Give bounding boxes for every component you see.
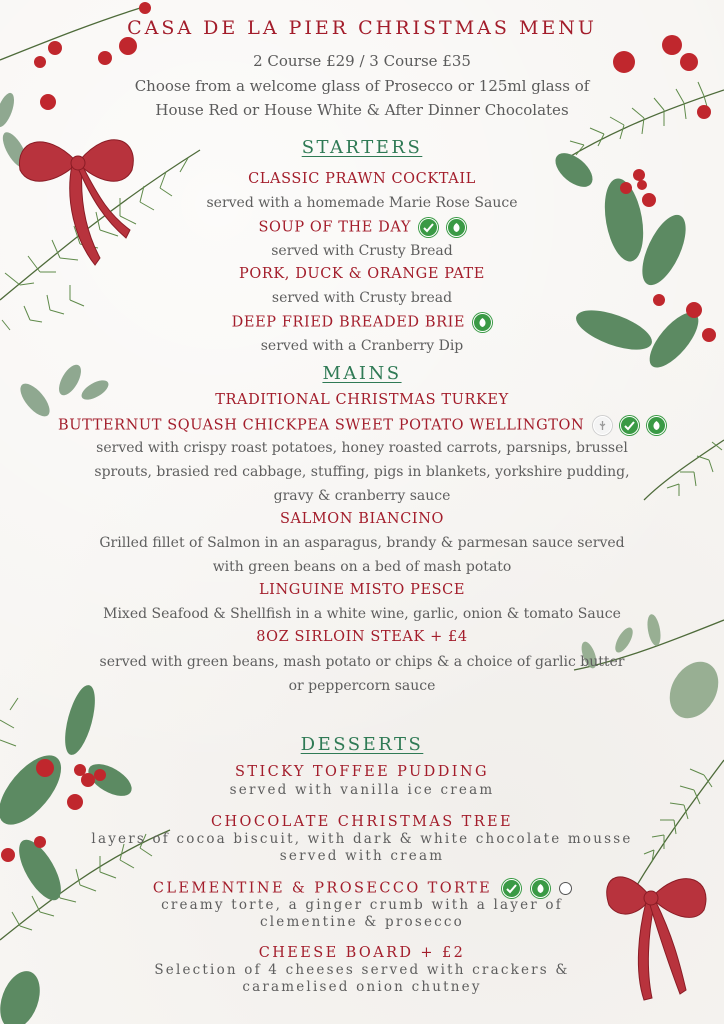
dessert-name: CHEESE BOARD + £2 [258,945,466,961]
wellington-name: BUTTERNUT SQUASH CHICKPEA SWEET POTATO WELLINGTON [58,417,585,434]
main-desc: served with crispy roast potatoes, honey roasted carrots, parsnips, brussel [96,440,628,456]
main-desc: with green beans on a bed of mash potato [212,559,512,575]
main-name: LINGUINE MISTO PESCE [258,582,466,598]
desserts-heading: DESSERTS [300,734,424,755]
starter-name: CLASSIC PRAWN COCKTAIL [248,171,476,187]
main-desc: Mixed Seafood & Shellfish in a white wine, garlic, onion & tomato Sauce [103,606,621,622]
allergen-icon [560,883,571,894]
starter-name: PORK, DUCK & ORANGE PATE [238,266,485,282]
vegetarian-icon [531,879,550,898]
main-desc: Grilled fillet of Salmon in an asparagus, brandy & parmesan sauce served [99,535,625,551]
starters-heading: STARTERS [301,137,423,158]
dessert-name [0,879,724,898]
starter-desc: served with a homemade Marie Rose Sauce [206,195,518,211]
dessert-desc: served with vanilla ice cream [229,782,495,798]
vegan-icon [620,416,639,435]
dessert-name: CHOCOLATE CHRISTMAS TREE [211,814,513,830]
starter-name [0,218,724,237]
welcome-line-1: Choose from a welcome glass of Prosecco or 125ml glass of [134,77,590,95]
soup-name: SOUP OF THE DAY [258,219,412,236]
main-name: 8OZ SIRLOIN STEAK + £4 [256,629,468,645]
main-desc: sprouts, brasied red cabbage, stuffing, pigs in blankets, yorkshire pudding, [94,464,630,480]
brie-name: DEEP FRIED BREADED BRIE [231,314,466,331]
vegetarian-icon [473,313,492,332]
menu-title: CASA DE LA PIER CHRISTMAS MENU [127,17,597,39]
main-desc: or peppercorn sauce [288,678,436,694]
vegetarian-icon [647,416,666,435]
dessert-desc: Selection of 4 cheeses served with crackers & [154,962,570,978]
welcome-line-2: House Red or House White & After Dinner Chocolates [155,101,569,119]
dessert-name: STICKY TOFFEE PUDDING [235,764,489,780]
main-desc: gravy & cranberry sauce [273,488,451,504]
dessert-desc: clementine & prosecco [260,914,464,930]
dessert-desc: served with cream [279,848,445,864]
dessert-desc: caramelised onion chutney [242,979,482,995]
starter-desc: served with a Cranberry Dip [260,338,464,354]
torte-name: CLEMENTINE & PROSECCO TORTE [152,880,493,897]
vegan-icon [419,218,438,237]
mains-heading: MAINS [322,363,402,384]
starter-name [0,313,724,332]
vegetarian-icon [447,218,466,237]
main-name: TRADITIONAL CHRISTMAS TURKEY [215,392,509,408]
main-name [0,416,724,435]
main-desc: served with green beans, mash potato or chips & a choice of garlic butter [99,654,625,670]
dessert-desc: creamy torte, a ginger crumb with a layer of [161,897,563,913]
vegan-icon [502,879,521,898]
main-name: SALMON BIANCINO [279,511,444,527]
starter-desc: served with Crusty Bread [271,243,453,259]
starter-desc: served with Crusty bread [271,290,453,306]
gluten-free-icon [593,416,612,435]
pricing-line: 2 Course £29 / 3 Course £35 [253,52,471,70]
dessert-desc: layers of cocoa biscuit, with dark & white chocolate mousse [91,831,633,847]
